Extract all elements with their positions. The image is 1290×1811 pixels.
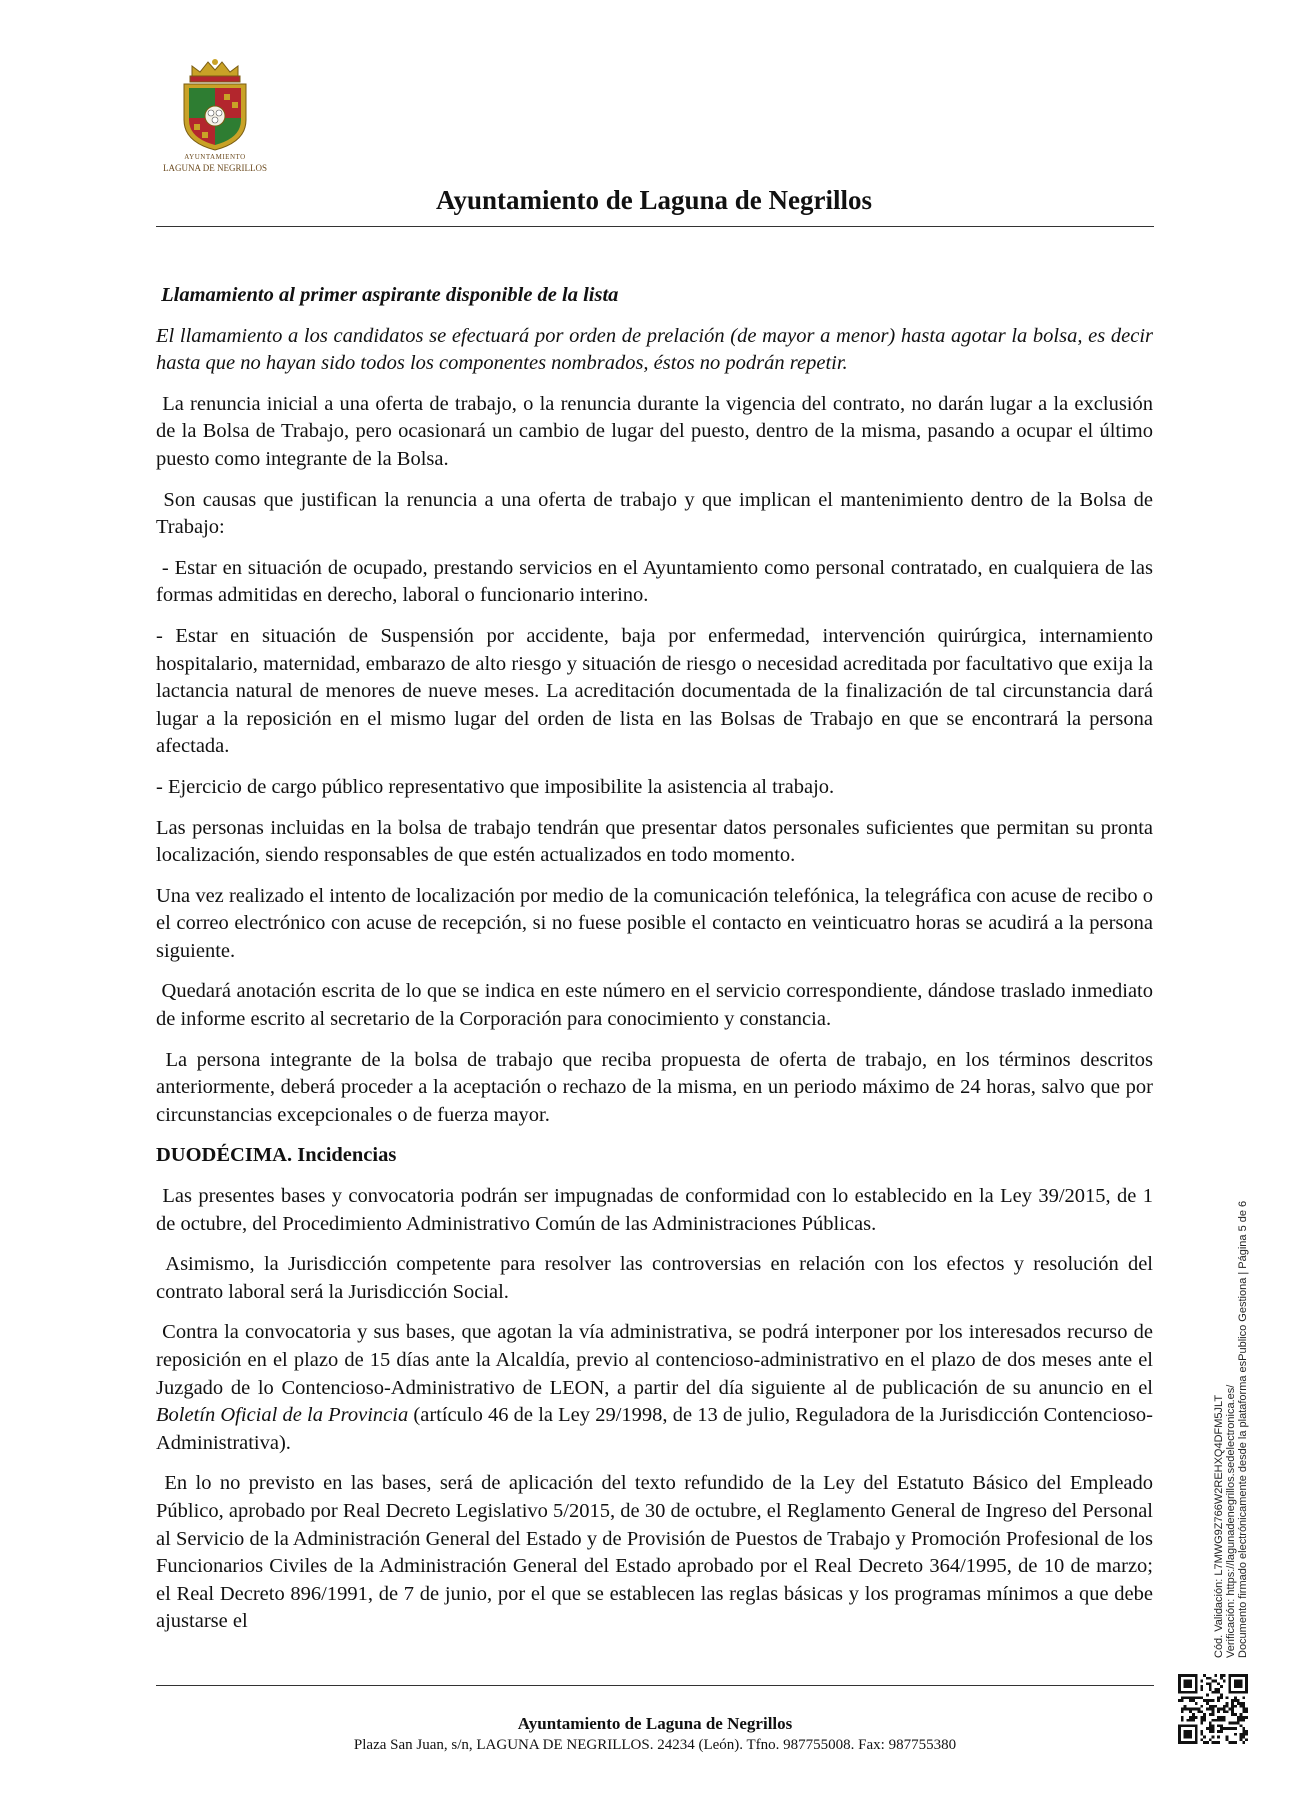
paragraph-anotacion: Quedará anotación escrita de lo que se indica en este número en el servicio correspondiente, dándose traslado inmediato de informe escrito al secretario de la Corporación para conocimiento y constancia. <box>156 980 1154 1031</box>
paragraph-intento-localizacion: Una vez realizado el intento de localización por medio de la comunicación telefónica, la telegráfica con acuse de recibo o el correo electrónico con acuse de recepción, si no fuese posible el contacto en veinticuatro horas se acudirá a la persona siguiente. <box>156 884 1153 962</box>
page-header-title: Ayuntamiento de Laguna de Negrillos <box>435 185 873 215</box>
validation-code: Cód. Validación: L7MWG9Z766W2REHXQ4DFM5JLT <box>1213 1394 1225 1658</box>
paragraph-suspension: - Estar en situación de Suspensión por accidente, baja por enfermedad, intervención quirúrgica, internamiento hospitalario, maternidad, embarazo de alto riesgo y situación de riesgo o necesidad acreditada por facultativo que exija la lactancia natural de menores de nueve meses. La acreditación documentada de la finalización de tal circunstancia dará lugar a la reposición en el mismo lugar del orden de lista en las Bolsas de Trabajo en que se encontrará la persona afectada. <box>156 624 1153 758</box>
paragraph-contra-convocatoria: Contra la convocatoria y sus bases, que agotan la vía administrativa, se podrá interponer por los interesados recurso de reposición en el plazo de 15 días ante la Alcaldía, previo al contencioso-administrativo en el plazo de dos meses ante el Juzgado de lo Contencioso-Administrativo de LEON, a partir del día siguiente al de publicación de su anuncio en el Boletín Oficial de la Provincia (artículo 46 de la Ley 29/1998, de 13 de julio, Reguladora de la Jurisdicción Contencioso-Administrativa). <box>156 1321 1153 1454</box>
paragraph-propuesta: La persona integrante de la bolsa de trabajo que reciba propuesta de oferta de trabajo, en los términos descritos anteriormente, deberá proceder a la aceptación o rechazo de la misma, en un periodo máximo de 24 horas, salvo que por circunstancias excepcionales o de fuerza mayor. <box>156 1048 1153 1126</box>
validation-stamp <box>1213 1138 1249 1658</box>
document-body <box>156 282 1153 1649</box>
verification-url: Verificación: https://lagunadenegrillos.sedelectronica.es/ <box>1225 1384 1237 1658</box>
section-heading-llamamiento: Llamamiento al primer aspirante disponible de la lista <box>161 284 619 306</box>
paragraph-llamamiento: El llamamiento a los candidatos se efectuará por orden de prelación (de mayor a menor) hasta agotar la bolsa, es decir hasta que no hayan sido todos los componentes nombrados, éstos no podrán repetir. <box>156 324 1153 375</box>
paragraph-no-previsto: En lo no previsto en las bases, será de aplicación del texto refundido de la Ley del Estatuto Básico del Empleado Público, aprobado por Real Decreto Legislativo 5/2015, de 30 de octubre, el Reglamento General de Ingreso del Personal al Servicio de la Administración General del Estado y de Provisión de Puestos de Trabajo y Promoción Profesional de los Funcionarios Civiles de la Administración General del Estado aprobado por el Real Decreto 364/1995, de 10 de marzo; el Real Decreto 896/1991, de 7 de junio, por el que se establecen las reglas básicas y los programas mínimos a que debe ajustarse el <box>156 1472 1154 1633</box>
logo-caption-line2: LAGUNA DE NEGRILLOS <box>163 163 267 173</box>
municipal-coat-of-arms <box>150 58 280 176</box>
paragraph-impugnadas: Las presentes bases y convocatoria podrán ser impugnadas de conformidad con lo establecido en la Ley 39/2015, de 1 de octubre, del Procedimiento Administrativo Común de las Administraciones Públicas. <box>156 1185 1153 1235</box>
paragraph-datos-personales: Las personas incluidas en la bolsa de trabajo tendrán que presentar datos personales suficientes que permitan su pronta localización, siendo responsables de que estén actualizados en todo momento. <box>156 816 1153 867</box>
footer-divider <box>156 1685 1154 1686</box>
section-heading-duodecima: DUODÉCIMA. Incidencias <box>156 1144 397 1167</box>
paragraph-renuncia: La renuncia inicial a una oferta de trabajo, o la renuncia durante la vigencia del contrato, no darán lugar a la exclusión de la Bolsa de Trabajo, pero ocasionará un cambio de lugar del puesto, dentro de la misma, pasando a ocupar el último puesto como integrante de la Bolsa. <box>156 392 1153 470</box>
logo-caption <box>150 152 280 174</box>
logo-caption-line1: AYUNTAMIENTO <box>184 153 246 161</box>
qr-code-icon <box>1178 1674 1248 1744</box>
paragraph-jurisdiccion: Asimismo, la Jurisdicción competente para resolver las controversias en relación con los efectos y resolución del contrato laboral será la Jurisdicción Social. <box>156 1253 1153 1303</box>
signature-note: Documento firmado electrónicamente desde la plataforma esPublico Gestiona | Página 5 de 6 <box>1237 1200 1249 1658</box>
header-divider <box>156 226 1154 227</box>
paragraph-causas: Son causas que justifican la renuncia a una oferta de trabajo y que implican el mantenimiento dentro de la Bolsa de Trabajo: <box>156 488 1154 539</box>
footer-address: Plaza San Juan, s/n, LAGUNA DE NEGRILLOS. 24234 (León). Tfno. 987755008. Fax: 987755380 <box>353 1737 957 1753</box>
boletin-oficial-reference: Boletín Oficial de la Provincia <box>156 1404 409 1427</box>
paragraph-cargo-publico: - Ejercicio de cargo público representativo que imposibilite la asistencia al trabajo. <box>156 775 835 798</box>
footer-title: Ayuntamiento de Laguna de Negrillos <box>517 1714 793 1733</box>
paragraph-ocupado: - Estar en situación de ocupado, prestando servicios en el Ayuntamiento como personal contratado, en cualquiera de las formas admitidas en derecho, laboral o funcionario interino. <box>156 556 1153 607</box>
coat-of-arms-icon <box>178 58 252 152</box>
